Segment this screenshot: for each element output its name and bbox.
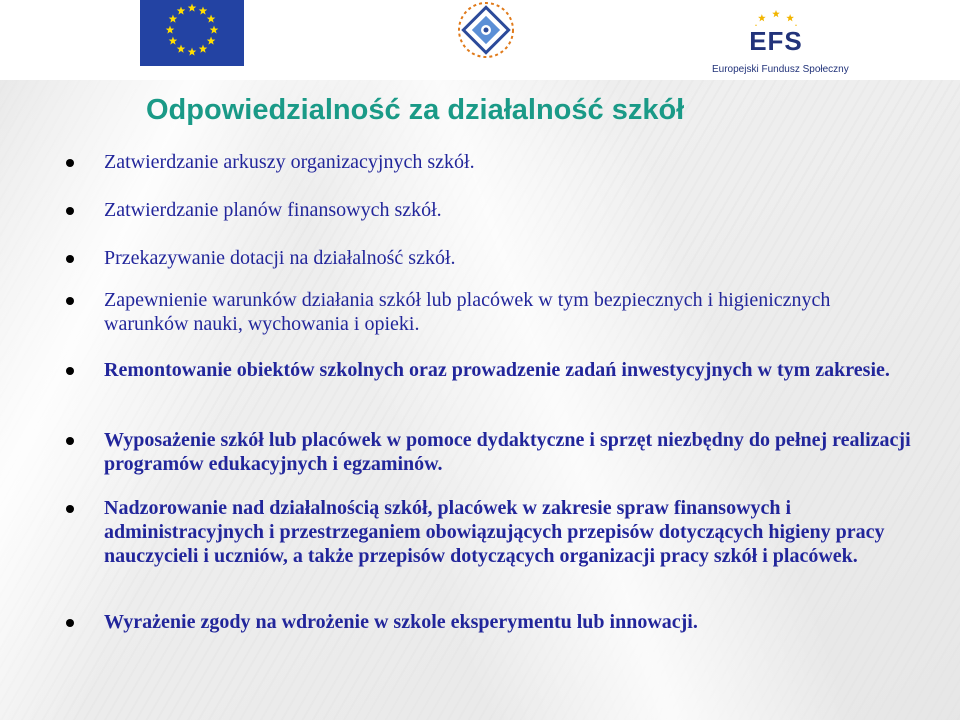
- school-program-logo: [440, 0, 532, 66]
- list-item: [104, 428, 914, 476]
- list-item: [104, 496, 914, 568]
- logo-bar: [0, 0, 960, 80]
- bullet-icon: [66, 505, 74, 513]
- slide-title: Odpowiedzialność za działalność szkół: [146, 94, 685, 126]
- bullet-icon: [66, 159, 74, 167]
- list-item-text: Przekazywanie dotacji na działalność szkół.: [104, 247, 456, 269]
- list-item-text: Zatwierdzanie planów finansowych szkół.: [104, 199, 442, 221]
- list-item: [104, 150, 914, 174]
- list-item-text: Wyposażenie szkół lub placówek w pomoce dydaktyczne i sprzęt niezbędny do pełnej realizacji programów edukacyjnych i egzaminów.: [104, 429, 911, 475]
- bullet-icon: [66, 437, 74, 445]
- eu-stars-icon: [140, 0, 244, 66]
- list-item: [104, 358, 914, 382]
- bullet-icon: [66, 297, 74, 305]
- bullet-icon: [66, 367, 74, 375]
- list-item: [104, 198, 914, 222]
- bullet-icon: [66, 255, 74, 263]
- list-item: [104, 288, 914, 336]
- list-item-text: Zapewnienie warunków działania szkół lub placówek w tym bezpiecznych i higienicznych warunków nauki, wychowania i opieki.: [104, 289, 831, 335]
- list-item: [104, 610, 914, 634]
- bullet-icon: [66, 207, 74, 215]
- efs-logo-subtitle: Europejski Fundusz Społeczny: [712, 64, 849, 75]
- list-item-text: Nadzorowanie nad działalnością szkół, placówek w zakresie spraw finansowych i administracyjnych i przestrzeganiem obowiązujących przepisów dotyczących higieny pracy nauczycieli i uczniów, a także przepisów dotyczących organizacji pracy szkół i placówek.: [104, 497, 885, 567]
- bullet-icon: [66, 619, 74, 627]
- list-item-text: Remontowanie obiektów szkolnych oraz prowadzenie zadań inwestycyjnych w tym zakresie.: [104, 359, 890, 381]
- efs-logo-text: EFS: [749, 26, 803, 56]
- eu-flag-logo: [140, 0, 244, 66]
- school-emblem-icon: [440, 0, 532, 66]
- list-item: [104, 246, 914, 270]
- efs-stars-icon: [748, 6, 804, 26]
- list-item-text: Zatwierdzanie arkuszy organizacyjnych szkół.: [104, 151, 475, 173]
- list-item-text: Wyrażenie zgody na wdrożenie w szkole eksperymentu lub innowacji.: [104, 611, 698, 633]
- efs-logo: [710, 0, 849, 80]
